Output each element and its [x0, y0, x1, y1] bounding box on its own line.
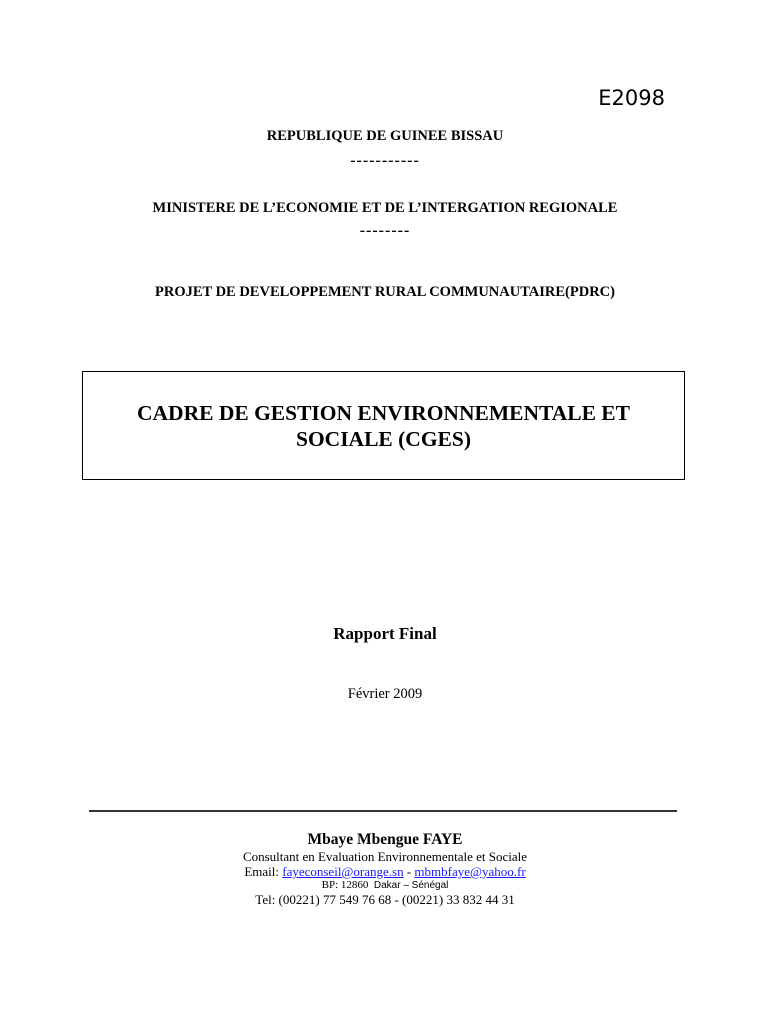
author-name: Mbaye Mbengue FAYE [307, 831, 463, 848]
email-link-2[interactable]: mbmbfaye@yahoo.fr [414, 864, 526, 879]
document-title [104, 400, 664, 452]
author-emails [0, 864, 770, 880]
republic-heading: REPUBLIQUE DE GUINEE BISSAU [266, 128, 504, 144]
author-phone: Tel: (00221) 77 549 76 68 - (00221) 33 832 44 31 [255, 892, 515, 907]
report-date: Février 2009 [347, 686, 423, 702]
author-address [0, 879, 770, 891]
email-link-1[interactable]: fayeconseil@orange.sn [282, 864, 404, 879]
title-line-1: CADRE DE GESTION ENVIRONNEMENTALE ET [137, 400, 630, 425]
document-code: E2098 [598, 86, 665, 110]
email-label: Email: [244, 864, 283, 879]
title-line-2: SOCIALE (CGES) [295, 426, 472, 451]
project-heading: PROJET DE DEVELOPPEMENT RURAL COMMUNAUTAIRE(PDRC) [155, 284, 615, 300]
title-box [82, 371, 685, 480]
separator-dashes: ----------- [350, 152, 420, 169]
city: Dakar – Sénégal [373, 880, 449, 891]
report-type: Rapport Final [333, 624, 437, 643]
separator-dashes: -------- [359, 222, 411, 239]
author-role: Consultant en Evaluation Environnementale et Sociale [242, 849, 528, 864]
horizontal-rule [89, 810, 677, 812]
ministry-heading: MINISTERE DE L’ECONOMIE ET DE L’INTERGATION REGIONALE [152, 200, 618, 216]
postal-box: BP: 12860 [321, 879, 369, 891]
email-separator: - [403, 864, 415, 879]
